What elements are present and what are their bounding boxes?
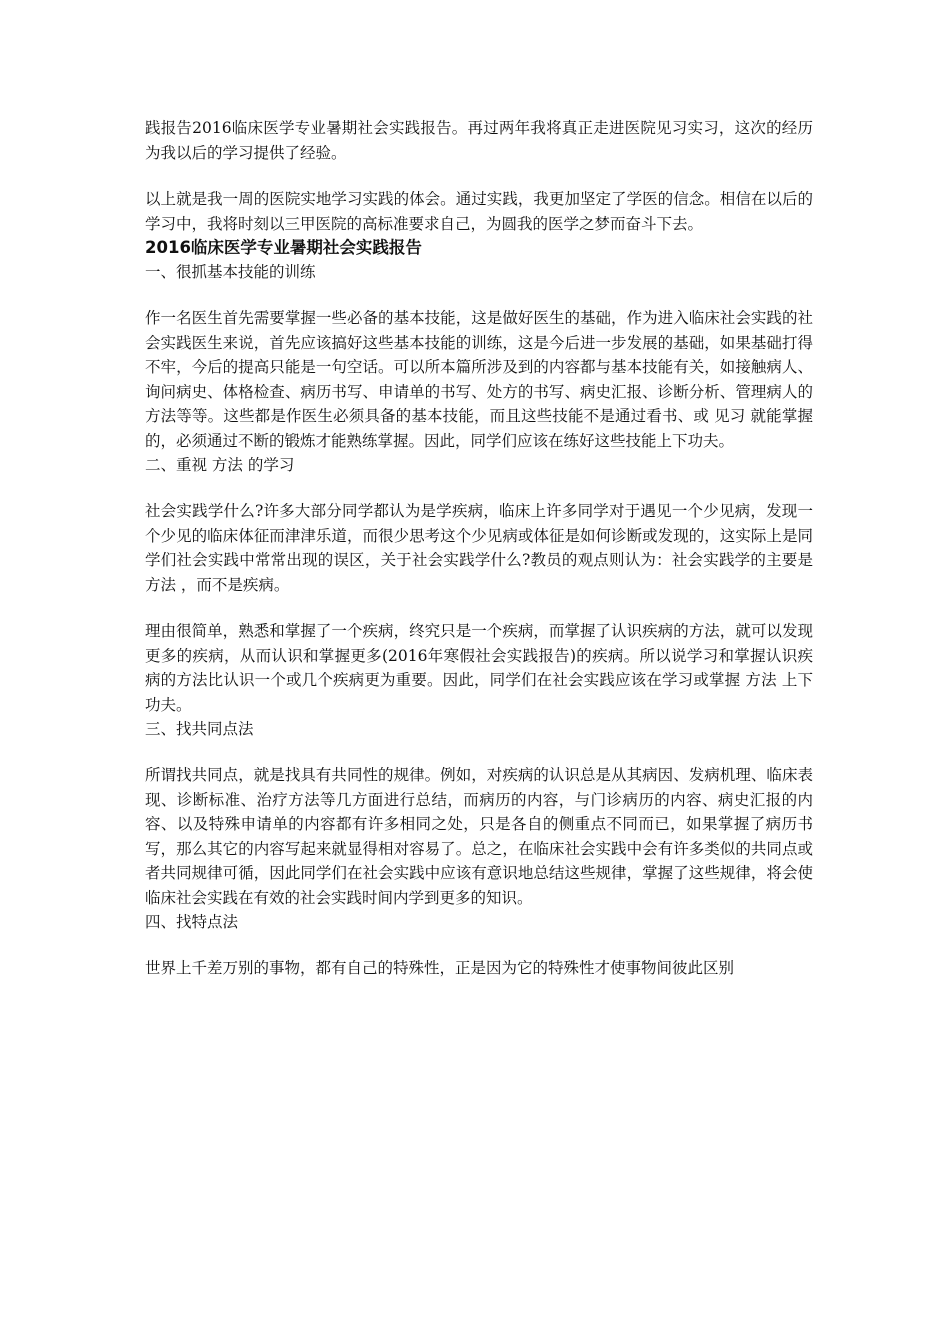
paragraph-summary: 以上就是我一周的医院实地学习实践的体会。通过实践，我更加坚定了学医的信念。相信在以后的学习中，我将时刻以三甲医院的高标准要求自己，为圆我的医学之梦而奋斗下去。 xyxy=(145,190,813,233)
section-heading-3: 三、找共同点法 xyxy=(145,720,254,738)
document-title: 2016临床医学专业暑期社会实践报告 xyxy=(145,238,422,257)
paragraph-section-1: 作一名医生首先需要掌握一些必备的基本技能，这是做好医生的基础，作为进入临床社会实践的社会实践医生来说，首先应该搞好这些基本技能的训练，这是今后进一步发展的基础，如果基础打得不牢，今后的提高只能是一句空话。可以所本篇所涉及到的内容都与基本技能有关，如接触病人、询问病史、体格检查、病历书写、申请单的书写、处方的书写、病史汇报、诊断分析、管理病人的方法等等。这些都是作医生必须具备的基本技能，而且这些技能不是通过看书、或 见习 就能掌握的，必须通过不断的锻炼才能熟练掌握。因此，同学们应该在练好这些技能上下功夫。 xyxy=(145,309,813,450)
section-heading-4: 四、找特点法 xyxy=(145,913,239,931)
paragraph-section-2a: 社会实践学什么?许多大部分同学都认为是学疾病，临床上许多同学对于遇见一个少见病，发现一个少见的临床体征而津津乐道，而很少思考这个少见病或体征是如何诊断或发现的，这实际上是同学们社会实践中常常出现的误区，关于社会实践学什么?教员的观点则认为：社会实践学的主要是 方法 ，而不是疾病。 xyxy=(145,502,813,594)
paragraph-section-3: 所谓找共同点，就是找具有共同性的规律。例如，对疾病的认识总是从其病因、发病机理、临床表现、诊断标准、治疗方法等几方面进行总结，而病历的内容，与门诊病历的内容、病史汇报的内容、以及特殊申请单的内容都有许多相同之处，只是各自的侧重点不同而已，如果掌握了病历书写，那么其它的内容写起来就显得相对容易了。总之，在临床社会实践中会有许多类似的共同点或者共同规律可循，因此同学们在社会实践中应该有意识地总结这些规律，掌握了这些规律，将会使临床社会实践在有效的社会实践时间内学到更多的知识。 xyxy=(145,766,813,907)
paragraph-intro-end: 践报告2016临床医学专业暑期社会实践报告。再过两年我将真正走进医院见习实习，这次的经历为我以后的学习提供了经验。 xyxy=(145,119,813,162)
section-heading-2: 二、重视 方法 的学习 xyxy=(145,456,295,474)
paragraph-section-2b: 理由很简单，熟悉和掌握了一个疾病，终究只是一个疾病，而掌握了认识疾病的方法，就可以发现更多的疾病，从而认识和掌握更多(2016年寒假社会实践报告)的疾病。所以说学习和掌握认识疾病的方法比认识一个或几个疾病更为重要。因此，同学们在社会实践应该在学习或掌握 方法 上下功夫。 xyxy=(145,622,813,714)
document-page xyxy=(145,116,813,981)
paragraph-section-4: 世界上千差万别的事物，都有自己的特殊性，正是因为它的特殊性才使事物间彼此区别 xyxy=(145,959,735,977)
section-heading-1: 一、很抓基本技能的训练 xyxy=(145,263,316,281)
